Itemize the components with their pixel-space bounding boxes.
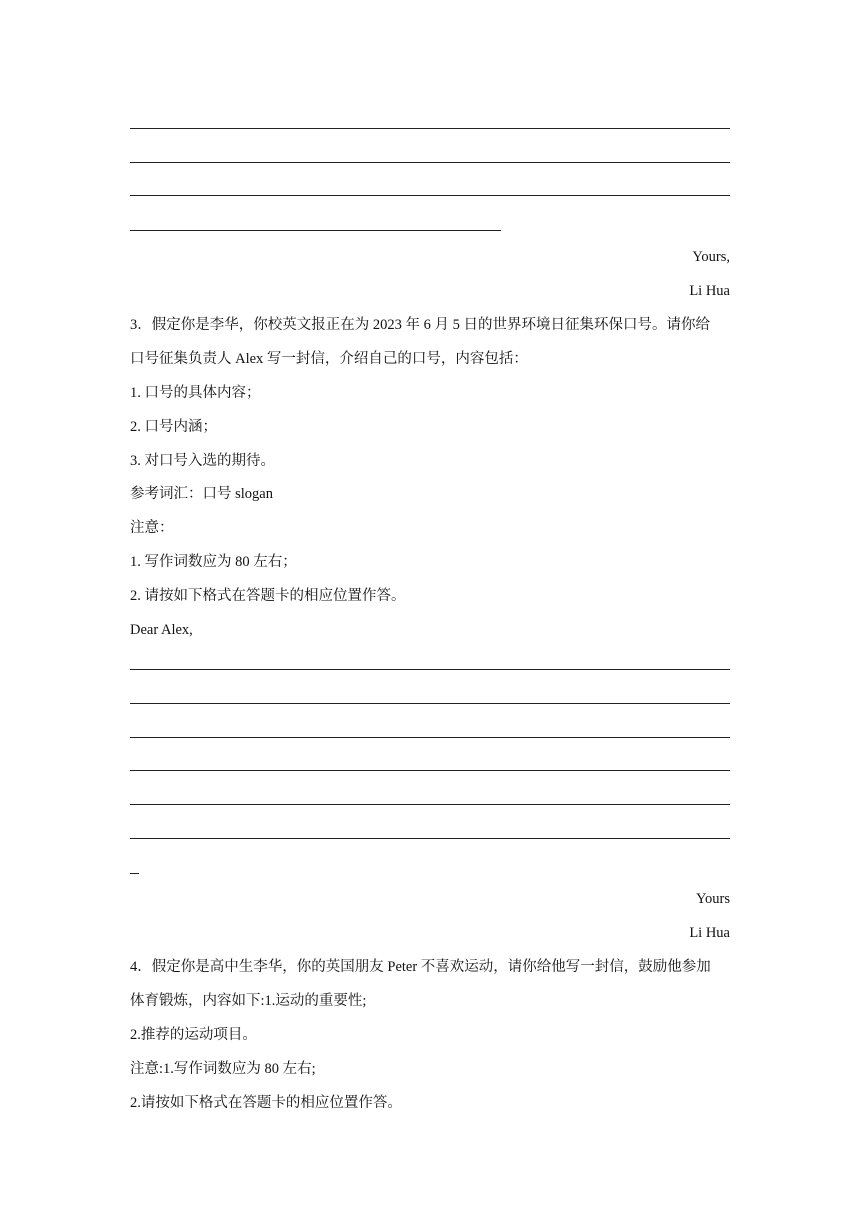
answer-line <box>130 873 139 874</box>
q3-prompt-line2: 口号征集负责人 Alex 写一封信，介绍自己的口号，内容包括： <box>130 351 528 367</box>
closing-valediction: Yours <box>696 891 730 907</box>
q3-item-2: 2. 口号内涵； <box>130 419 217 435</box>
answer-line <box>130 162 730 163</box>
q3-note-1: 1. 写作词数应为 80 左右； <box>130 554 297 570</box>
answer-line <box>130 838 730 839</box>
q4-note-2: 2.请按如下格式在答题卡的相应位置作答。 <box>130 1095 402 1111</box>
closing-valediction: Yours, <box>692 249 730 265</box>
answer-line <box>130 669 730 670</box>
q3-vocab: 参考词汇：口号 slogan <box>130 486 273 502</box>
q3-note-label: 注意： <box>130 520 174 536</box>
answer-line <box>130 804 730 805</box>
q3-item-1: 1. 口号的具体内容； <box>130 385 261 401</box>
q3-salutation: Dear Alex, <box>130 622 193 638</box>
answer-line <box>130 195 730 196</box>
q4-prompt-line3: 2.推荐的运动项目。 <box>130 1027 257 1043</box>
q4-note-1: 注意:1.写作词数应为 80 左右; <box>130 1061 316 1077</box>
closing-signature: Li Hua <box>689 283 730 299</box>
q3-prompt-line1: 3．假定你是李华，你校英文报正在为 2023 年 6 月 5 日的世界环境日征集环保口号。请你给 <box>130 317 710 333</box>
answer-line <box>130 703 730 704</box>
q3-item-3: 3. 对口号入选的期待。 <box>130 453 275 469</box>
q4-prompt-line1: 4．假定你是高中生李华，你的英国朋友 Peter 不喜欢运动，请你给他写一封信，鼓励他参加 <box>130 959 711 975</box>
q3-note-2: 2. 请按如下格式在答题卡的相应位置作答。 <box>130 588 406 604</box>
answer-line <box>130 770 730 771</box>
closing-signature: Li Hua <box>689 925 730 941</box>
answer-line <box>130 230 501 231</box>
answer-line <box>130 128 730 129</box>
answer-line <box>130 737 730 738</box>
q4-prompt-line2: 体育锻炼，内容如下:1.运动的重要性; <box>130 993 367 1009</box>
